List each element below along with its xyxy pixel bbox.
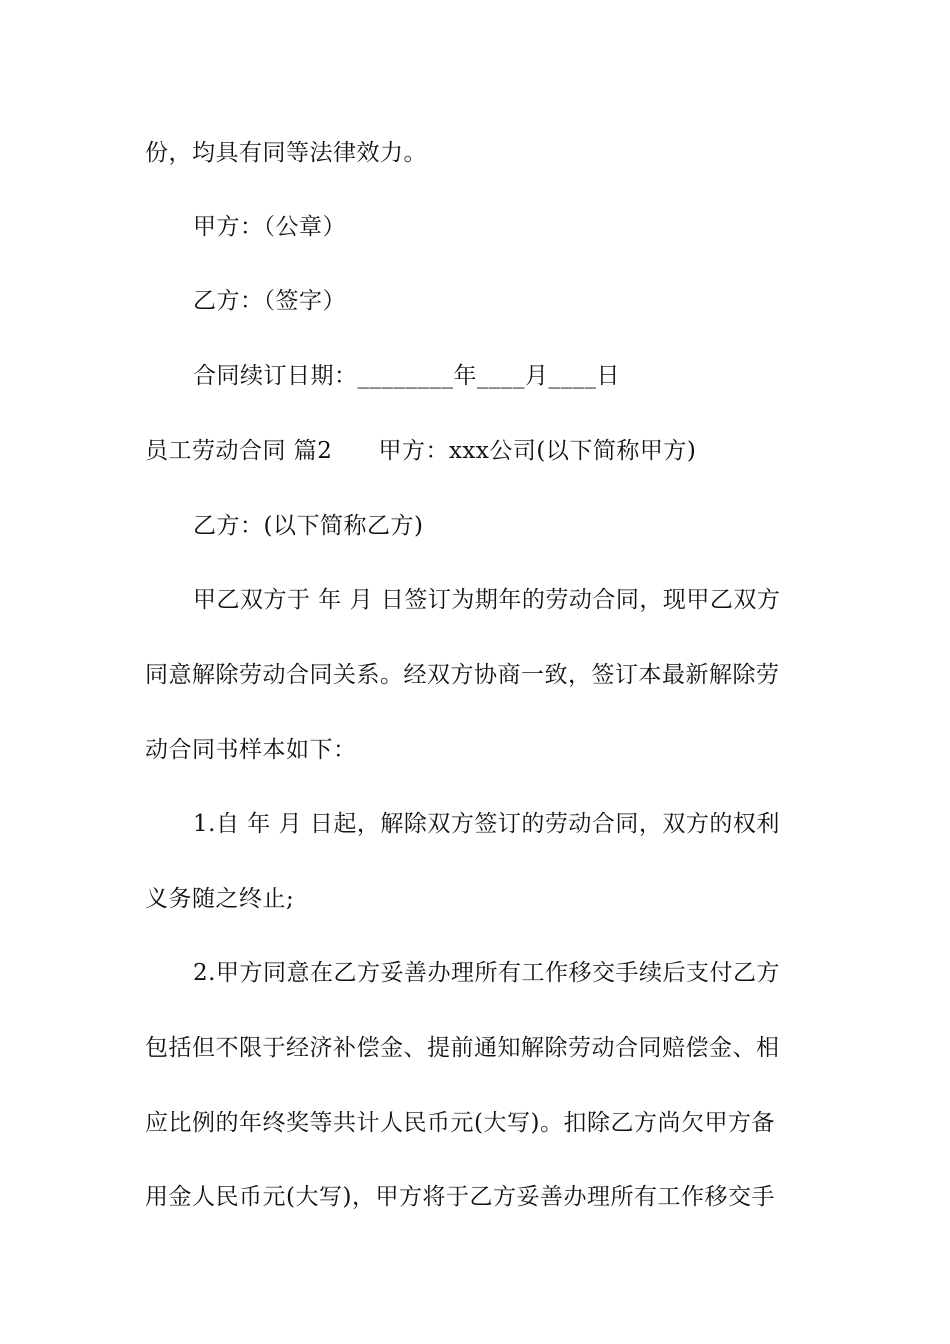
section-heading-row (145, 436, 825, 466)
party-a-seal-line: 甲方：（公章） (193, 214, 346, 240)
clause-2-line: 应比例的年终奖等共计人民币元(大写)。扣除乙方尚欠甲方备 (145, 1110, 775, 1136)
clause-2-line: 包括但不限于经济补偿金、提前通知解除劳动合同赔偿金、相 (145, 1035, 780, 1061)
renewal-date-line: 合同续订日期：________年____月____日 (193, 363, 620, 389)
clause-1-line: 义务随之终止; (145, 886, 295, 912)
party-b-line: 乙方：(以下简称乙方) (193, 513, 424, 539)
clause-2-line: 用金人民币元(大写)，甲方将于乙方妥善办理所有工作移交手 (145, 1184, 775, 1210)
clause-2-line: 2.甲方同意在乙方妥善办理所有工作移交手续后支付乙方 (193, 960, 780, 986)
party-b-signature-line: 乙方：（签字） (193, 288, 346, 314)
paragraph-line: 份，均具有同等法律效力。 (145, 140, 427, 166)
paragraph-line: 同意解除劳动合同关系。经双方协商一致，签订本最新解除劳 (145, 662, 780, 688)
paragraph-line: 甲乙双方于 年 月 日签订为期年的劳动合同，现甲乙双方 (193, 587, 781, 613)
party-a-line: 甲方：xxx公司(以下简称甲方) (378, 438, 697, 464)
clause-1-line: 1.自 年 月 日起，解除双方签订的劳动合同，双方的权利 (193, 811, 780, 837)
paragraph-line: 动合同书样本如下： (145, 737, 357, 763)
section-heading: 员工劳动合同 篇2 (145, 438, 333, 464)
